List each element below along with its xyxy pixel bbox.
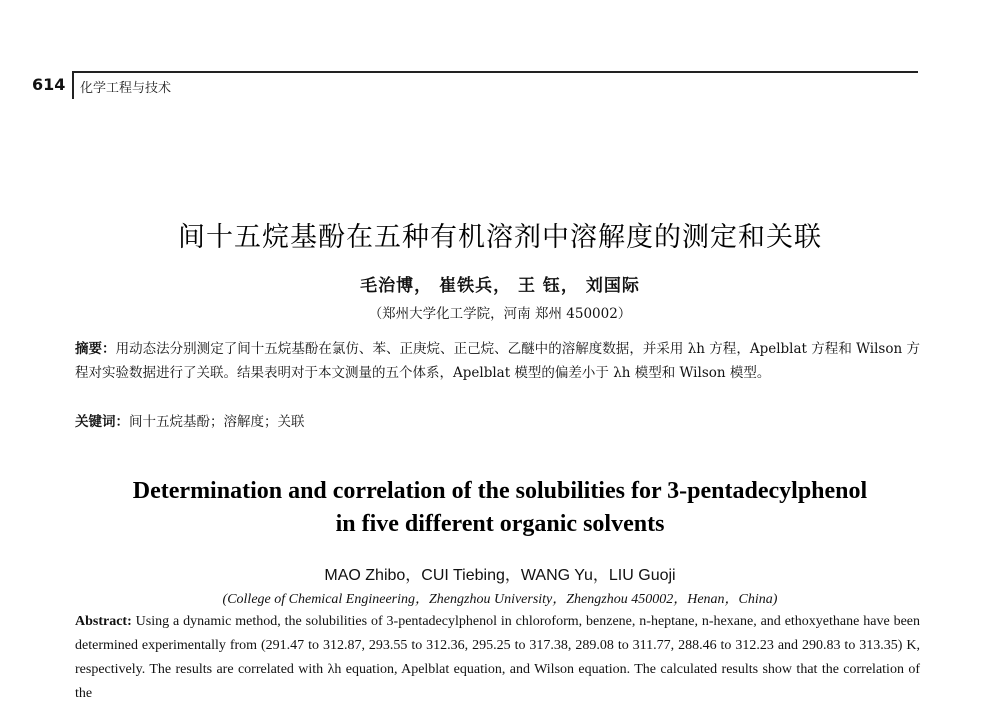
header-divider xyxy=(72,71,74,99)
abstract-chinese-text: 用动态法分别测定了间十五烷基酚在氯仿、苯、正庚烷、正己烷、乙醚中的溶解度数据，并采用 λh 方程，Apelblat 方程和 Wilson 方程对实验数据进行了关联。结果表明对于本文测量的五个体系，Apelblat 模型的偏差小于 λh 模型和 Wilson 模型。 xyxy=(75,341,920,381)
abstract-english-label: Abstract: xyxy=(75,614,132,629)
authors-english: MAO Zhibo，CUI Tiebing，WANG Yu，LIU Guoji xyxy=(324,567,676,584)
abstract-english-text: Using a dynamic method, the solubilities of 3-pentadecylphenol in chloroform, benzene, n-heptane, n-hexane, and ethoxyethane have been determined experimentally from (291.47 to 312.87, 293.55 to 312.36, 295.25 to 317.38, 289.08 to 311.77, 288.46 to 312.23 and 290.83 to 313.35) K, respectively. The results are correlated with λh equation, Apelblat equation, and Wilson equation. The calculated results show that the correlation of the xyxy=(75,614,921,701)
keywords-chinese-label: 关键词： xyxy=(75,414,129,430)
abstract-chinese xyxy=(75,337,920,385)
keywords-chinese xyxy=(75,410,920,430)
affiliation-chinese: （郑州大学化工学院，河南 郑州 450002） xyxy=(368,306,632,322)
header-rule xyxy=(72,71,918,73)
page-number: 614 xyxy=(32,75,66,94)
keywords-chinese-text: 间十五烷基酚；溶解度；关联 xyxy=(129,414,305,430)
abstract-english xyxy=(75,610,920,706)
authors-chinese: 毛治博， 崔铁兵， 王 钰， 刘国际 xyxy=(360,276,640,296)
paper-title-english-line2: in five different organic solvents xyxy=(335,511,665,537)
journal-name: 化学工程与技术 xyxy=(80,81,172,96)
paper-title-english-line1: Determination and correlation of the solubilities for 3-pentadecylphenol xyxy=(132,478,868,504)
page-header xyxy=(0,64,1000,104)
abstract-chinese-label: 摘要： xyxy=(75,341,116,357)
paper-title-chinese: 间十五烷基酚在五种有机溶剂中溶解度的测定和关联 xyxy=(178,222,822,253)
paper-title-english xyxy=(0,475,1000,541)
affiliation-english: (College of Chemical Engineering，Zhengzhou University，Zhengzhou 450002，Henan，China) xyxy=(222,592,778,607)
